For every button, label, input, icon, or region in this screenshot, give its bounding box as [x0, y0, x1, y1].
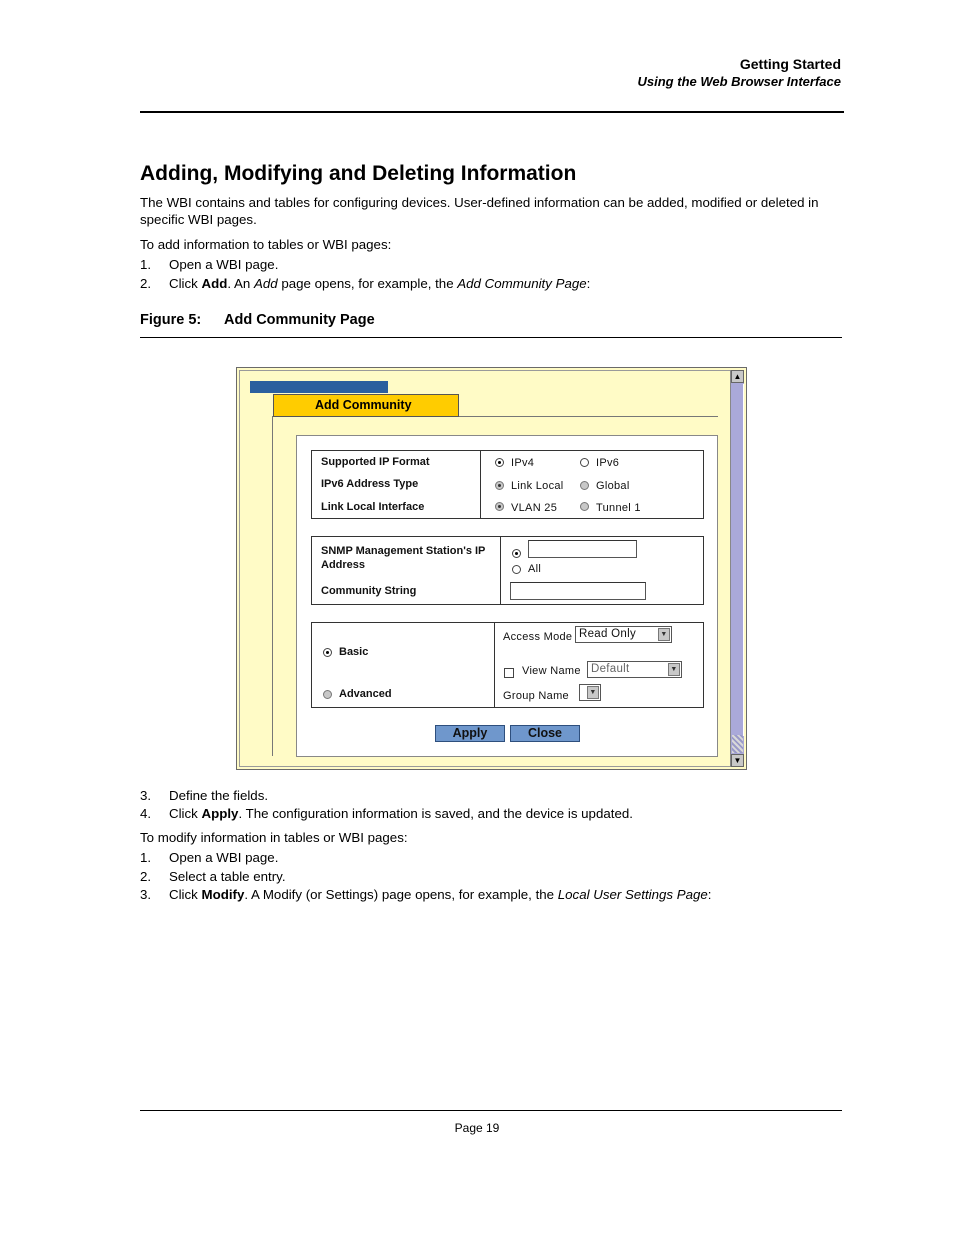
add-community-screenshot: [236, 367, 747, 770]
basic-radio[interactable]: [323, 648, 332, 657]
form-panel: [296, 435, 718, 757]
link-local-radio[interactable]: [495, 481, 504, 490]
section-title: Adding, Modifying and Deleting Information: [140, 162, 577, 185]
vertical-scrollbar[interactable]: [730, 370, 744, 767]
basic-label: Basic: [339, 646, 369, 658]
modify-step-3: 3. Click Modify. A Modify (or Settings) page opens, for example, the Local User Settings Page:: [140, 887, 712, 902]
close-button[interactable]: Close: [510, 725, 580, 742]
figure-caption: [140, 312, 375, 328]
ip-format-box: [311, 450, 704, 519]
add-step-1: 1. Open a WBI page.: [140, 257, 279, 272]
figure-title: Add Community Page: [224, 312, 375, 328]
running-header-title: Getting Started: [739, 56, 841, 72]
intro-paragraph: The WBI contains and tables for configuring devices. User-defined information can be added, modified or deleted in specific WBI pages.: [140, 195, 819, 227]
tunnel-radio[interactable]: [580, 502, 589, 511]
tunnel-option-label: Tunnel 1: [596, 502, 641, 514]
ipv6-option-label: IPv6: [596, 457, 620, 469]
add-intro: To add information to tables or WBI pages:: [140, 237, 392, 252]
add-step-2: 2. Click Add. An Add page opens, for example, the Add Community Page:: [140, 276, 591, 291]
group-name-label: Group Name: [503, 690, 569, 702]
header-rule: [140, 111, 844, 113]
tab-add-community[interactable]: Add Community: [273, 394, 459, 417]
figure-number: Figure 5:: [140, 312, 202, 328]
group-name-select[interactable]: [579, 684, 601, 701]
community-string-input[interactable]: [510, 582, 646, 600]
add-step-4: 4. Click Apply. The configuration information is saved, and the device is updated.: [140, 806, 633, 821]
ipv6-type-label: IPv6 Address Type: [321, 478, 419, 490]
station-all-label: All: [528, 563, 542, 575]
scroll-down-arrow-icon[interactable]: ▼: [731, 754, 744, 767]
station-ip-input[interactable]: [528, 540, 637, 558]
apply-button[interactable]: Apply: [435, 725, 505, 742]
access-mode-select[interactable]: Read Only ▼: [575, 626, 672, 643]
station-all-radio[interactable]: [512, 565, 521, 574]
station-ip-radio[interactable]: [512, 549, 521, 558]
add-step-3: 3. Define the fields.: [140, 788, 269, 803]
view-name-select[interactable]: Default ▼: [587, 661, 682, 678]
modify-step-1: 1. Open a WBI page.: [140, 850, 279, 865]
link-local-option-label: Link Local: [511, 480, 564, 492]
dropdown-arrow-icon: ▼: [658, 628, 670, 641]
ipv6-radio[interactable]: [580, 458, 589, 467]
page-number: Page 19: [454, 1121, 500, 1135]
access-mode-label: Access Mode: [503, 631, 573, 643]
station-box: [311, 536, 704, 605]
tab-strip-bar: [250, 381, 388, 393]
modify-step-2: 2. Select a table entry.: [140, 869, 286, 884]
dropdown-arrow-icon: ▼: [668, 663, 680, 676]
ipv4-option-label: IPv4: [511, 457, 535, 469]
vlan-option-label: VLAN 25: [511, 502, 558, 514]
modify-intro: To modify information in tables or WBI pages:: [140, 830, 408, 845]
community-string-label: Community String: [321, 585, 417, 597]
running-header-subtitle: Using the Web Browser Interface: [637, 74, 841, 89]
scroll-up-arrow-icon[interactable]: ▲: [731, 370, 744, 383]
view-name-checkbox[interactable]: [504, 668, 514, 678]
advanced-radio[interactable]: [323, 690, 332, 699]
footer-rule: [140, 1110, 842, 1111]
station-ip-label: SNMP Management Station's IP Address: [321, 545, 486, 571]
vlan-radio[interactable]: [495, 502, 504, 511]
global-radio[interactable]: [580, 481, 589, 490]
advanced-label: Advanced: [339, 688, 392, 700]
view-name-label: View Name: [522, 665, 581, 677]
ip-format-label: Supported IP Format: [321, 456, 430, 468]
dropdown-arrow-icon: ▼: [587, 686, 599, 699]
global-option-label: Global: [596, 480, 630, 492]
figure-rule: [140, 337, 842, 338]
ipv4-radio[interactable]: [495, 458, 504, 467]
mode-box: [311, 622, 704, 708]
link-local-interface-label: Link Local Interface: [321, 501, 425, 513]
